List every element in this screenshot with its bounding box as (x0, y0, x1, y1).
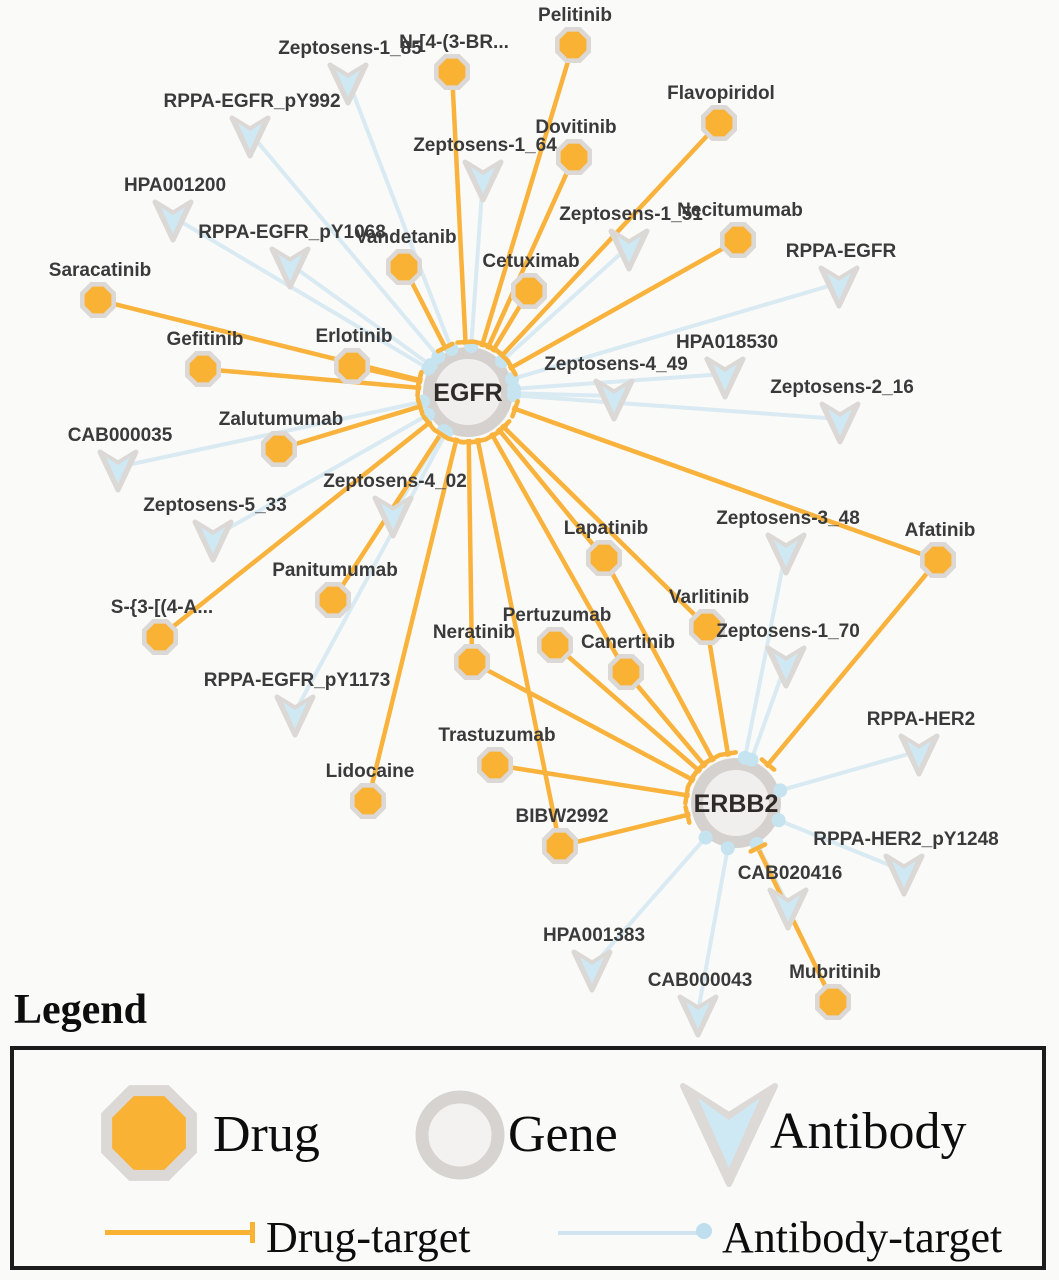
drug-target-tee-afatinib-EGFR (512, 401, 517, 416)
drug-label-panitumumab: Panitumumab (272, 560, 398, 581)
drug-node-gefitinib[interactable] (190, 356, 217, 383)
gene-label-ERBB2: ERBB2 (693, 790, 779, 818)
drug-node-s3-4a[interactable] (147, 624, 174, 651)
drug-label-lapatinib: Lapatinib (563, 518, 649, 539)
antibody-label-zeptosens-3_48: Zeptosens-3_48 (716, 508, 860, 529)
drug-label-cetuximab: Cetuximab (482, 251, 580, 272)
drug-label-canertinib: Canertinib (581, 632, 675, 653)
antibody-chevron-icon (679, 1072, 779, 1192)
drug-target-tee-bibw2992-EGFR (470, 439, 486, 442)
legend-gene-label: Gene (508, 1106, 618, 1163)
antibody-label-hpa001383: HPA001383 (542, 925, 646, 946)
antibody-target-marker-rppa-egfr_py1068-EGFR (424, 358, 438, 372)
antibody-label-hpa001200: HPA001200 (123, 175, 227, 196)
drug-label-trastuzumab: Trastuzumab (438, 725, 556, 746)
antibody-label-rppa-egfr_py1173: RPPA-EGFR_pY1173 (203, 670, 391, 691)
antibody-label-zeptosens-2_16: Zeptosens-2_16 (770, 377, 914, 398)
drug-label-s3-4a: S-{3-[(4-A... (110, 597, 214, 618)
drug-node-pertuzumab[interactable] (542, 632, 569, 659)
gene-circle-icon (410, 1085, 510, 1185)
antibody-label-rppa-her2_py1248: RPPA-HER2_pY1248 (813, 829, 999, 850)
antibody-target-marker-hpa001383-ERBB2 (699, 831, 713, 845)
drug-label-neratinib: Neratinib (432, 622, 516, 643)
drug-label-afatinib: Afatinib (904, 520, 976, 541)
antibody-target-edge-hpa001383-ERBB2 (592, 837, 706, 967)
drug-label-dovitinib: Dovitinib (535, 117, 617, 138)
drug-label-zalutumumab: Zalutumumab (218, 409, 344, 430)
drug-target-tee-marker (250, 1222, 255, 1243)
drug-node-n4-3br[interactable] (439, 59, 466, 86)
antibody-label-hpa018530: HPA018530 (675, 332, 779, 353)
legend-box (10, 1046, 1046, 1270)
antibody-label-cab020416: CAB020416 (737, 863, 843, 884)
drug-label-pelitinib: Pelitinib (538, 5, 612, 26)
antibody-label-zeptosens-1_51: Zeptosens-1_51 (559, 204, 703, 225)
drug-target-tee-varlitinib-ERBB2 (720, 752, 736, 755)
drug-label-gefitinib: Gefitinib (166, 329, 244, 350)
antibody-label-rppa-her2: RPPA-HER2 (866, 709, 976, 730)
drug-label-necitumumab: Necitumumab (677, 200, 803, 221)
gene-circle-icon-ring (422, 1097, 498, 1173)
drug-node-neratinib[interactable] (459, 649, 486, 676)
drug-node-zalutumumab[interactable] (266, 436, 293, 463)
drug-label-mubritinib: Mubritinib (789, 962, 881, 983)
legend-antibody-target-label: Antibody-target (722, 1213, 1003, 1262)
antibody-target-edge-zeptosens-2_16-EGFR (513, 395, 840, 419)
drug-node-erlotinib[interactable] (339, 353, 366, 380)
drug-octagon-icon (94, 1078, 204, 1188)
antibody-label-cab000035: CAB000035 (67, 425, 173, 446)
gene-label-EGFR: EGFR (433, 379, 503, 407)
drug-label-saracatinib: Saracatinib (48, 260, 152, 281)
drug-target-edge-flavopiridol-EGFR (500, 123, 719, 358)
drug-node-pelitinib[interactable] (560, 32, 587, 59)
drug-label-flavopiridol: Flavopiridol (667, 83, 775, 104)
drug-node-bibw2992[interactable] (547, 833, 574, 860)
antibody-label-zeptosens-1_85: Zeptosens-1_85 (278, 38, 422, 59)
drug-target-edge-sample (105, 1230, 252, 1235)
drug-node-cetuximab[interactable] (516, 278, 543, 305)
drug-node-lapatinib[interactable] (591, 545, 618, 572)
antibody-target-marker-zeptosens-1_70-ERBB2 (744, 753, 758, 767)
drug-node-panitumumab[interactable] (320, 587, 347, 614)
drug-node-canertinib[interactable] (613, 659, 640, 686)
drug-label-lidocaine: Lidocaine (325, 761, 415, 782)
drug-node-mubritinib[interactable] (820, 989, 847, 1016)
drug-target-edge-varlitinib-ERBB2 (707, 627, 728, 757)
drug-target-edge-n4-3br-EGFR (452, 72, 466, 345)
drug-node-dovitinib[interactable] (561, 144, 588, 171)
antibody-label-cab000043: CAB000043 (647, 970, 753, 991)
antibody-label-rppa-egfr_py1068: RPPA-EGFR_pY1068 (198, 222, 386, 243)
drug-label-pertuzumab: Pertuzumab (502, 605, 612, 626)
drug-octagon-icon-fill (112, 1096, 186, 1170)
drug-node-necitumumab[interactable] (725, 227, 752, 254)
antibody-label-zeptosens-1_64: Zeptosens-1_64 (413, 135, 557, 156)
drug-node-lidocaine[interactable] (355, 788, 382, 815)
drug-label-vandetanib: Vandetanib (355, 227, 457, 248)
antibody-label-zeptosens-1_70: Zeptosens-1_70 (716, 621, 860, 642)
drug-label-n4-3br: N-[4-(3-BR... (399, 32, 509, 53)
antibody-target-dot-marker (696, 1223, 712, 1239)
legend-heading: Legend (14, 987, 148, 1033)
legend-drug-target-label: Drug-target (266, 1213, 471, 1262)
drug-target-tee-n4-3br-EGFR (458, 342, 474, 343)
antibody-label-zeptosens-5_33: Zeptosens-5_33 (143, 495, 287, 516)
antibody-target-marker-cab000043-ERBB2 (721, 841, 735, 855)
drug-target-edge-trastuzumab-ERBB2 (495, 765, 690, 796)
legend-drug-label: Drug (213, 1106, 320, 1163)
antibody-label-zeptosens-4_02: Zeptosens-4_02 (323, 471, 467, 492)
drug-node-vandetanib[interactable] (391, 254, 418, 281)
antibody-target-edge-zeptosens-1_64-EGFR (471, 177, 483, 347)
antibody-label-rppa-egfr: RPPA-EGFR (785, 241, 897, 262)
antibody-target-edge-sample (558, 1231, 700, 1235)
drug-target-tee-trastuzumab-ERBB2 (685, 787, 687, 803)
drug-label-erlotinib: Erlotinib (315, 326, 393, 347)
drug-label-bibw2992: BIBW2992 (515, 806, 609, 827)
drug-target-tee-bibw2992-ERBB2 (686, 807, 690, 823)
drug-label-varlitinib: Varlitinib (668, 587, 750, 608)
drug-node-afatinib[interactable] (925, 547, 952, 574)
drug-node-trastuzumab[interactable] (482, 752, 509, 779)
legend-antibody-label: Antibody (770, 1103, 967, 1160)
drug-node-saracatinib[interactable] (85, 287, 112, 314)
drug-node-flavopiridol[interactable] (706, 110, 733, 137)
antibody-label-zeptosens-4_49: Zeptosens-4_49 (544, 354, 688, 375)
antibody-target-edge-rppa-her2-ERBB2 (779, 751, 919, 791)
antibody-label-rppa-egfr_py992: RPPA-EGFR_pY992 (163, 91, 341, 112)
